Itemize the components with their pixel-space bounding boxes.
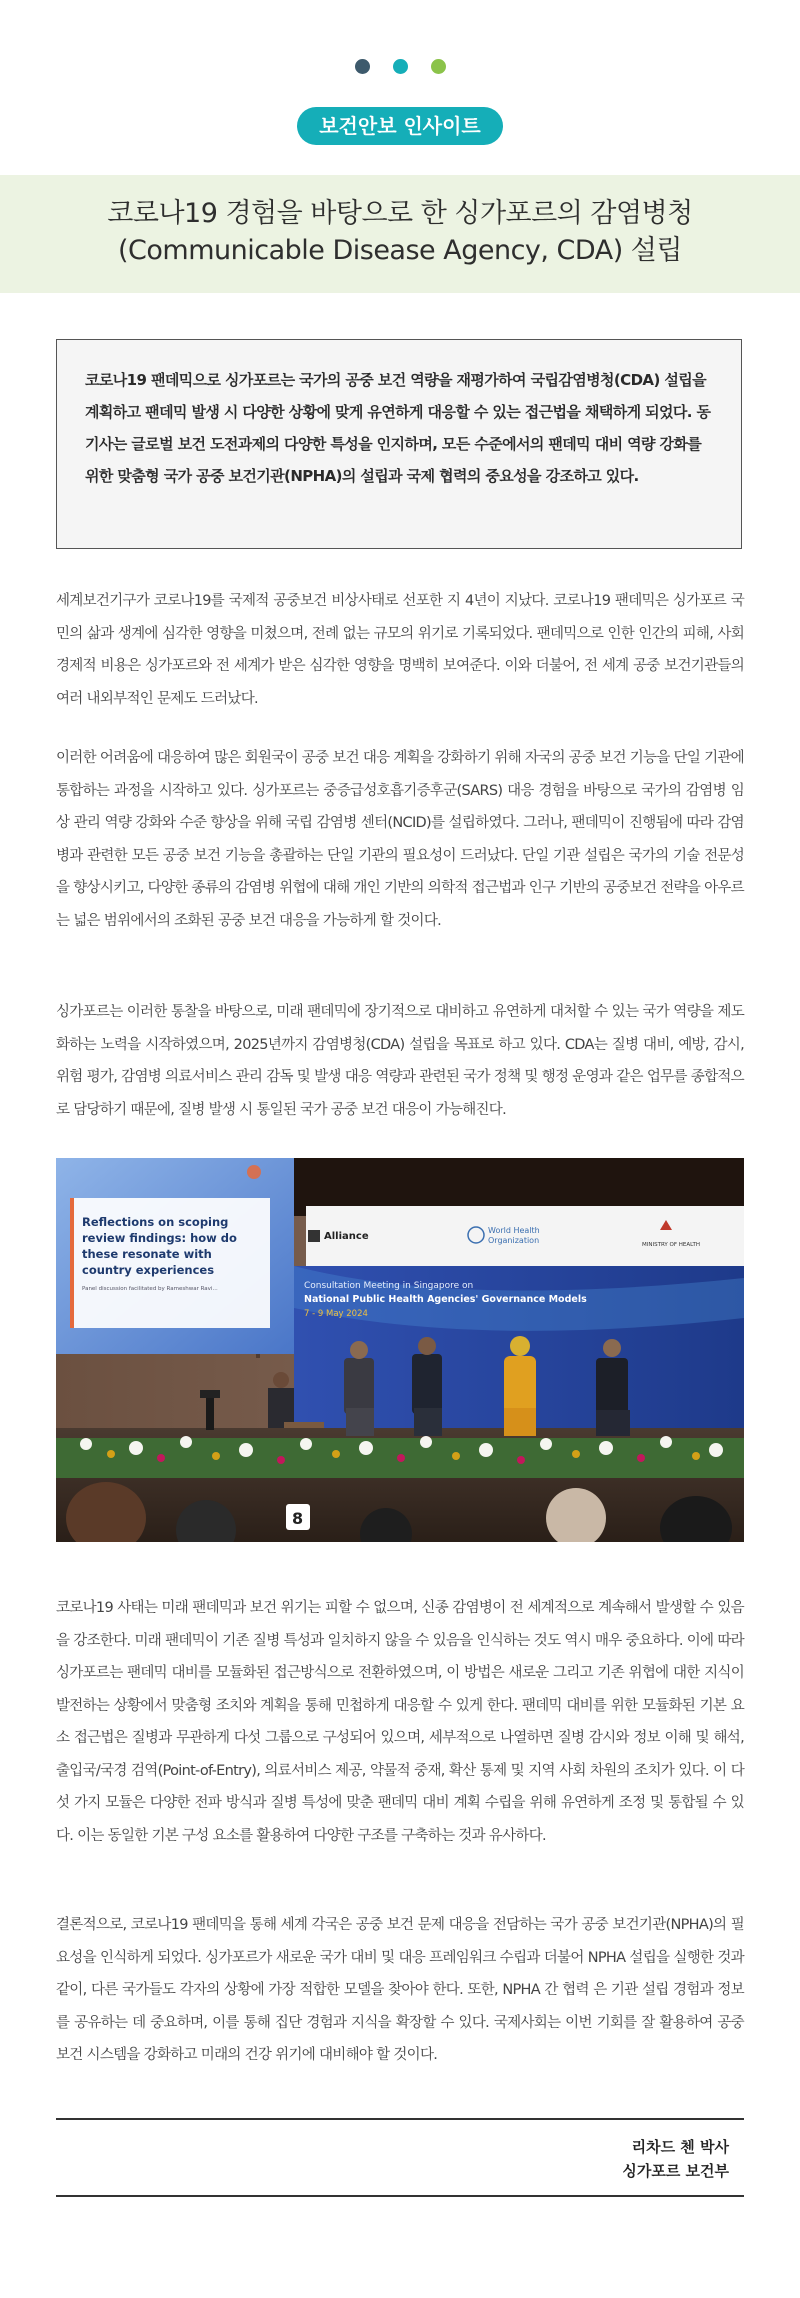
stage-flowers [56,1436,744,1478]
paragraph-1: 세계보건기구가 코로나19를 국제적 공중보건 비상사태로 선포한 지 4년이 지났다. 코로나19 팬데믹은 싱가포르 국민의 삶과 생계에 심각한 영향을 미쳤으며, 전례 없는 규모의 위기로 기록되었다. 팬데믹으로 인한 인간의 피해, 사회경제적 비용은 싱가포르와 전 세계가 받은 심각한 영향을 명백히 보여준다. 이와 더불어, 전 세계 공중 보건기관들의 여러 내외부적인 문제도 드러났다. [56,593,744,707]
logo-alliance: Alliance [324,1231,369,1242]
banner-dates: 7 - 9 May 2024 [304,1309,368,1319]
badge-wrap [0,107,800,145]
conference-photo [56,1158,744,1542]
paragraph-2: 이러한 어려움에 대응하여 많은 회원국이 공중 보건 대응 계획을 강화하기 위해 자국의 공중 보건 기능을 단일 기관에 통합하는 과정을 시작하고 있다. 싱가포르는 중증급성호흡기증후군(SARS) 대응 경험을 바탕으로 국가의 감염병 임상 관리 역량 강화와 수준 향상을 위해 국립 감염병 센터(NCID)를 설립하였다. 그러나, 팬데믹이 진행됨에 따라 감염병과 관련한 모든 공중 보건 기능을 총괄하는 단일 기관의 필요성이 드러났다. 단일 기관 설립은 국가의 기술 전문성을 향상시키고, 다양한 종류의 감염병 위협에 대해 개인 기반의 의학적 접근법과 인구 기반의 공중보건 전략을 아우르는 넓은 범위에서의 조화된 공중 보건 대응을 가능하게 할 것이다. [56,750,744,929]
summary-text: 코로나19 팬데믹으로 싱가포르는 국가의 공중 보건 역량을 재평가하여 국립감염병청(CDA) 설립을 계획하고 팬데믹 발생 시 다양한 상황에 맞게 유연하게 대응할 수 있는 접근법을 채택하게 되었다. 동 기사는 글로벌 보건 도전과제의 다양한 특성을 인지하며, 모든 수준에서의 팬데믹 대비 역량 강화를 위한 맞춤형 국가 공중 보건기관(NPHA)의 설립과 국제 협력의 중요성을 강조하고 있다. [85,371,711,485]
signature-rule-bottom [56,2195,744,2197]
projection-screen [56,1158,294,1354]
signature-rule-top [56,2118,744,2120]
slide-line4: country experiences [82,1263,215,1277]
dot-navy [355,59,370,74]
author-organization: 싱가포르 보건부 [622,2162,729,2180]
slide-line3: these resonate with [82,1247,212,1261]
slide-line1: Reflections on scoping [82,1215,229,1229]
paragraph-4: 코로나19 사태는 미래 팬데믹과 보건 위기는 피할 수 없으며, 신종 감염병이 전 세계적으로 계속해서 발생할 수 있음을 강조한다. 미래 팬데믹이 기존 질병 특성과 일치하지 않을 수 있음을 인식하는 것도 역시 매우 중요하다. 이에 따라 싱가포르는 팬데믹 대비를 모듈화된 접근방식으로 전환하였으며, 이 방법은 새로운 그리고 기존 위협에 대한 지식이 발전하는 상황에서 맞춤형 조치와 계획을 통해 민첩하게 대응할 수 있게 한다. 팬데믹 대비를 위한 모듈화된 기본 요소 접근법은 질병과 무관하게 다섯 그룹으로 구성되어 있으며, 세부적으로 나열하면 질병 감시와 정보 이해 및 해석, 출입국/국경 검역(Point-of-Entry), 의료서비스 제공, 약물적 중재, 확산 통제 및 지역 사회 차원의 조치가 있다. 이 다섯 가지 모듈은 다양한 전파 방식과 질병 특성에 맞춘 팬데믹 대비 계획 수립을 위해 유연하게 조정 및 통합될 수 있다. 이는 동일한 기본 구성 요소를 활용하여 다양한 구조를 구축하는 것과 유사하다. [56,1600,744,1844]
slide-footer: Panel discussion facilitated by Rameshwar Ravi... [82,1286,218,1292]
header-dots [0,59,800,74]
dot-teal [393,59,408,74]
article-title [40,195,760,269]
author-name: 리차드 첸 박사 [631,2138,729,2156]
summary-box [56,339,742,549]
logo-who-line2: Organization [488,1236,540,1245]
article-title-line1: 코로나19 경험을 바탕으로 한 싱가포르의 감염병청 [107,198,693,229]
dot-green [431,59,446,74]
logo-who-line1: World Health [488,1226,540,1235]
signature-block [622,2135,729,2183]
conference-photo-drawing [56,1158,744,1542]
slide-line2: review findings: how do [82,1231,237,1245]
paragraph-3: 싱가포르는 이러한 통찰을 바탕으로, 미래 팬데믹에 장기적으로 대비하고 유연하게 대처할 수 있는 국가 역량을 제도화하는 노력을 시작하였으며, 2025년까지 감염병청(CDA) 설립을 목표로 하고 있다. CDA는 질병 대비, 예방, 감시, 위험 평가, 감염병 의료서비스 관리 감독 및 발생 대응 역량과 관련된 국가 정책 및 행정 운영과 같은 업무를 종합적으로 담당하기 때문에, 질병 발생 시 통일된 국가 공중 보건 대응이 가능해진다. [56,1004,744,1118]
paragraph-5: 결론적으로, 코로나19 팬데믹을 통해 세계 각국은 공중 보건 문제 대응을 전담하는 국가 공중 보건기관(NPHA)의 필요성을 인식하게 되었다. 싱가포르가 새로운 국가 대비 및 대응 프레임워크 수립과 더불어 NPHA 설립을 실행한 것과 같이, 다른 국가들도 각자의 상황에 가장 적합한 모델을 찾아야 한다. 또한, NPHA 간 협력 은 기관 설립 경험과 정보를 공유하는 데 중요하며, 이를 통해 집단 경험과 지식을 확장할 수 있다. 국제사회는 이번 기회를 잘 활용하여 공중 보건 시스템을 강화하고 미래의 건강 위기에 대비해야 할 것이다. [56,1917,744,2063]
section-badge: 보건안보 인사이트 [297,107,503,145]
table-number: 8 [292,1509,304,1528]
banner-line1: Consultation Meeting in Singapore on [304,1281,474,1291]
logo-moh: MINISTRY OF HEALTH [642,1242,700,1248]
banner-line2: National Public Health Agencies' Governance Models [304,1294,587,1305]
article-title-line2: (Communicable Disease Agency, CDA) 설립 [118,235,682,266]
